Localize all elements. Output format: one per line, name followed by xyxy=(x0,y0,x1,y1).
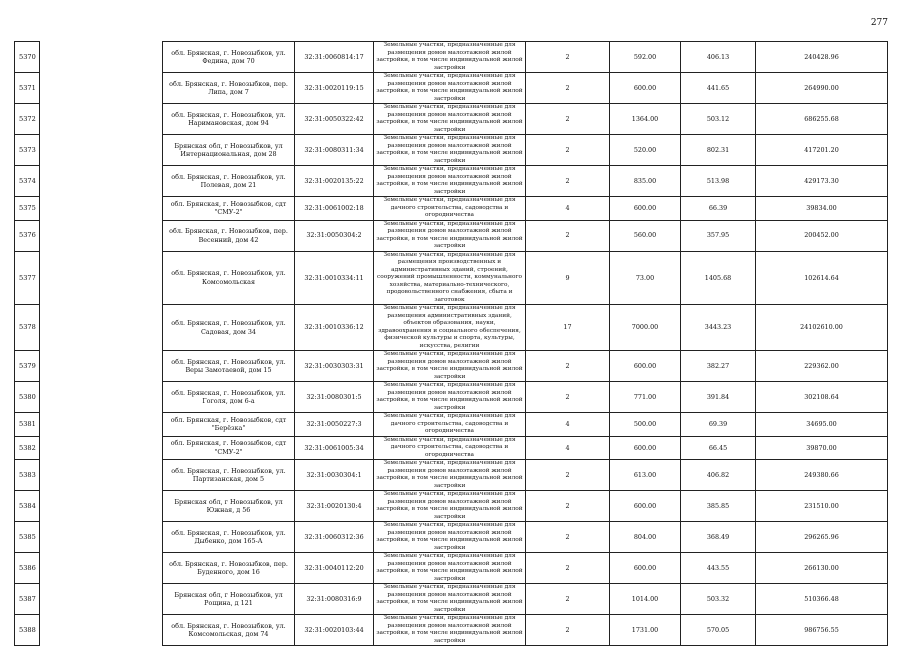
table-row xyxy=(15,351,888,382)
row-number-cell: 5387 xyxy=(15,584,40,615)
group-number-cell: 2 xyxy=(526,460,610,491)
group-number-cell: 2 xyxy=(526,382,610,413)
group-number-cell: 2 xyxy=(526,135,610,166)
area-cell: 1014.00 xyxy=(610,584,681,615)
row-number-cell: 5383 xyxy=(15,460,40,491)
row-number-cell: 5385 xyxy=(15,522,40,553)
cadastral-value-cell: 296265.96 xyxy=(756,522,888,553)
unit-value-cell: 391.84 xyxy=(681,382,756,413)
table-row xyxy=(15,491,888,522)
area-cell: 600.00 xyxy=(610,197,681,221)
area-cell: 520.00 xyxy=(610,135,681,166)
row-number-cell: 5379 xyxy=(15,351,40,382)
cadastral-number-cell: 32:31:0020103:44 xyxy=(295,615,374,646)
group-number-cell: 2 xyxy=(526,351,610,382)
row-number-cell: 5380 xyxy=(15,382,40,413)
cadastral-number-cell: 32:31:0061002:18 xyxy=(295,197,374,221)
address-cell: обл. Брянская, г. Новозыбков, ул. Садовая, дом 34 xyxy=(163,305,295,351)
group-number-cell: 9 xyxy=(526,251,610,305)
address-cell: Брянская обл, г Новозыбков, ул Южная, д 56 xyxy=(163,491,295,522)
cadastral-number-cell: 32:31:0050322:42 xyxy=(295,104,374,135)
cadastral-number-cell: 32:31:0010336:12 xyxy=(295,305,374,351)
land-use-description-cell: Земельные участки, предназначенные для размещения домов малоэтажной жилой застройки, в том числе индивидуальной жилой застройки xyxy=(374,166,526,197)
empty-gap-cell xyxy=(40,166,163,197)
cadastral-number-cell: 32:31:0020119:15 xyxy=(295,73,374,104)
address-cell: обл. Брянская, г. Новозыбков, ул. Дыбенко, дом 165-А xyxy=(163,522,295,553)
address-cell: обл. Брянская, г. Новозыбков, пер. Буденного, дом 16 xyxy=(163,553,295,584)
group-number-cell: 2 xyxy=(526,73,610,104)
table-row xyxy=(15,584,888,615)
land-use-description-cell: Земельные участки, предназначенные для размещения домов малоэтажной жилой застройки, в том числе индивидуальной жилой застройки xyxy=(374,135,526,166)
unit-value-cell: 503.12 xyxy=(681,104,756,135)
cadastral-value-cell: 264990.00 xyxy=(756,73,888,104)
land-use-description-cell: Земельные участки, предназначенные для размещения домов малоэтажной жилой застройки, в том числе индивидуальной жилой застройки xyxy=(374,220,526,251)
cadastral-value-cell: 231510.00 xyxy=(756,491,888,522)
land-use-description-cell: Земельные участки, предназначенные для размещения домов малоэтажной жилой застройки, в том числе индивидуальной жилой застройки xyxy=(374,491,526,522)
area-cell: 73.00 xyxy=(610,251,681,305)
table-row xyxy=(15,615,888,646)
unit-value-cell: 406.82 xyxy=(681,460,756,491)
group-number-cell: 2 xyxy=(526,553,610,584)
row-number-cell: 5378 xyxy=(15,305,40,351)
cadastral-number-cell: 32:31:0040112:20 xyxy=(295,553,374,584)
cadastral-value-cell: 24102610.00 xyxy=(756,305,888,351)
row-number-cell: 5375 xyxy=(15,197,40,221)
empty-gap-cell xyxy=(40,135,163,166)
cadastral-value-cell: 429173.30 xyxy=(756,166,888,197)
address-cell: обл. Брянская, г. Новозыбков, ул. Веры Замотаевой, дом 15 xyxy=(163,351,295,382)
address-cell: обл. Брянская, г. Новозыбков, пер. Липа, дом 7 xyxy=(163,73,295,104)
land-use-description-cell: Земельные участки, предназначенные для размещения домов малоэтажной жилой застройки, в том числе индивидуальной жилой застройки xyxy=(374,584,526,615)
unit-value-cell: 368.49 xyxy=(681,522,756,553)
area-cell: 560.00 xyxy=(610,220,681,251)
table-row xyxy=(15,460,888,491)
group-number-cell: 2 xyxy=(526,104,610,135)
table-row xyxy=(15,166,888,197)
area-cell: 804.00 xyxy=(610,522,681,553)
address-cell: обл. Брянская, г. Новозыбков, сдт "СМУ-2" xyxy=(163,197,295,221)
cadastral-value-cell: 102614.64 xyxy=(756,251,888,305)
group-number-cell: 2 xyxy=(526,522,610,553)
row-number-cell: 5381 xyxy=(15,413,40,437)
area-cell: 592.00 xyxy=(610,42,681,73)
table-row xyxy=(15,220,888,251)
table-row xyxy=(15,413,888,437)
area-cell: 771.00 xyxy=(610,382,681,413)
empty-gap-cell xyxy=(40,382,163,413)
row-number-cell: 5371 xyxy=(15,73,40,104)
empty-gap-cell xyxy=(40,104,163,135)
land-use-description-cell: Земельные участки, предназначенные для дачного строительства, садоводства и огородничества xyxy=(374,197,526,221)
group-number-cell: 2 xyxy=(526,615,610,646)
group-number-cell: 4 xyxy=(526,413,610,437)
address-cell: обл. Брянская, г. Новозыбков, пер. Весенний, дом 42 xyxy=(163,220,295,251)
land-use-description-cell: Земельные участки, предназначенные для размещения производственных и административных зданий, строений, сооружений промышленности, коммунального хозяйства, материально-технического, продовольственного снабжения, сбыта и заготовок xyxy=(374,251,526,305)
area-cell: 1364.00 xyxy=(610,104,681,135)
land-use-description-cell: Земельные участки, предназначенные для дачного строительства, садоводства и огородничества xyxy=(374,436,526,460)
land-use-description-cell: Земельные участки, предназначенные для размещения домов малоэтажной жилой застройки, в том числе индивидуальной жилой застройки xyxy=(374,382,526,413)
row-number-cell: 5386 xyxy=(15,553,40,584)
row-number-cell: 5372 xyxy=(15,104,40,135)
table-body xyxy=(15,42,888,646)
row-number-cell: 5376 xyxy=(15,220,40,251)
table-row xyxy=(15,382,888,413)
cadastral-number-cell: 32:31:0080311:34 xyxy=(295,135,374,166)
area-cell: 600.00 xyxy=(610,553,681,584)
unit-value-cell: 441.65 xyxy=(681,73,756,104)
row-number-cell: 5384 xyxy=(15,491,40,522)
table-row xyxy=(15,305,888,351)
cadastral-number-cell: 32:31:0020135:22 xyxy=(295,166,374,197)
unit-value-cell: 357.95 xyxy=(681,220,756,251)
row-number-cell: 5370 xyxy=(15,42,40,73)
area-cell: 600.00 xyxy=(610,436,681,460)
cadastral-number-cell: 32:31:0080301:5 xyxy=(295,382,374,413)
address-cell: Брянская обл, г Новозыбков, ул Интернациональная, дом 28 xyxy=(163,135,295,166)
unit-value-cell: 66.45 xyxy=(681,436,756,460)
row-number-cell: 5374 xyxy=(15,166,40,197)
land-use-description-cell: Земельные участки, предназначенные для размещения домов малоэтажной жилой застройки, в том числе индивидуальной жилой застройки xyxy=(374,615,526,646)
empty-gap-cell xyxy=(40,351,163,382)
cadastral-value-cell: 302108.64 xyxy=(756,382,888,413)
unit-value-cell: 66.39 xyxy=(681,197,756,221)
cadastral-value-cell: 39834.00 xyxy=(756,197,888,221)
address-cell: обл. Брянская, г. Новозыбков, ул. Федина, дом 70 xyxy=(163,42,295,73)
address-cell: обл. Брянская, г. Новозыбков, ул. Полевая, дом 21 xyxy=(163,166,295,197)
area-cell: 7000.00 xyxy=(610,305,681,351)
empty-gap-cell xyxy=(40,305,163,351)
cadastral-value-cell: 229362.00 xyxy=(756,351,888,382)
cadastral-number-cell: 32:31:0020130:4 xyxy=(295,491,374,522)
row-number-cell: 5388 xyxy=(15,615,40,646)
cadastral-value-cell: 39870.00 xyxy=(756,436,888,460)
group-number-cell: 2 xyxy=(526,220,610,251)
cadastral-value-cell: 510366.48 xyxy=(756,584,888,615)
cadastral-value-cell: 986756.55 xyxy=(756,615,888,646)
cadastral-value-cell: 34695.00 xyxy=(756,413,888,437)
row-number-cell: 5382 xyxy=(15,436,40,460)
cadastral-number-cell: 32:31:0010334:11 xyxy=(295,251,374,305)
group-number-cell: 2 xyxy=(526,584,610,615)
empty-gap-cell xyxy=(40,436,163,460)
cadastral-number-cell: 32:31:0030304:1 xyxy=(295,460,374,491)
area-cell: 500.00 xyxy=(610,413,681,437)
empty-gap-cell xyxy=(40,42,163,73)
unit-value-cell: 69.39 xyxy=(681,413,756,437)
land-use-description-cell: Земельные участки, предназначенные для размещения домов малоэтажной жилой застройки, в том числе индивидуальной жилой застройки xyxy=(374,553,526,584)
area-cell: 600.00 xyxy=(610,73,681,104)
table-row xyxy=(15,135,888,166)
address-cell: обл. Брянская, г. Новозыбков, ул. Наримановская, дом 94 xyxy=(163,104,295,135)
address-cell: обл. Брянская, г. Новозыбков, сдт "Берёзка" xyxy=(163,413,295,437)
cadastral-number-cell: 32:31:0080316:9 xyxy=(295,584,374,615)
cadastral-number-cell: 32:31:0061005:34 xyxy=(295,436,374,460)
address-cell: Брянская обл, г Новозыбков, ул Рощина, д 121 xyxy=(163,584,295,615)
address-cell: обл. Брянская, г. Новозыбков, ул. Партизанская, дом 5 xyxy=(163,460,295,491)
empty-gap-cell xyxy=(40,491,163,522)
table-row xyxy=(15,42,888,73)
row-number-cell: 5373 xyxy=(15,135,40,166)
cadastral-number-cell: 32:31:0050304:2 xyxy=(295,220,374,251)
row-number-cell: 5377 xyxy=(15,251,40,305)
group-number-cell: 17 xyxy=(526,305,610,351)
unit-value-cell: 443.55 xyxy=(681,553,756,584)
address-cell: обл. Брянская, г. Новозыбков, ул. Комсомольская xyxy=(163,251,295,305)
unit-value-cell: 1405.68 xyxy=(681,251,756,305)
page-number: 277 xyxy=(870,18,888,28)
cadastral-value-cell: 240428.96 xyxy=(756,42,888,73)
unit-value-cell: 385.85 xyxy=(681,491,756,522)
cadastral-value-cell: 266130.00 xyxy=(756,553,888,584)
table-row xyxy=(15,522,888,553)
empty-gap-cell xyxy=(40,220,163,251)
cadastral-value-cell: 686255.68 xyxy=(756,104,888,135)
land-use-description-cell: Земельные участки, предназначенные для размещения административных зданий, объектов образования, науки, здравоохранения и социального обеспечения, физической культуры и спорта, культуры, искусства, религии xyxy=(374,305,526,351)
address-cell: обл. Брянская, г. Новозыбков, ул. Комсомольская, дом 74 xyxy=(163,615,295,646)
unit-value-cell: 570.05 xyxy=(681,615,756,646)
empty-gap-cell xyxy=(40,460,163,491)
empty-gap-cell xyxy=(40,615,163,646)
group-number-cell: 2 xyxy=(526,166,610,197)
cadastral-number-cell: 32:31:0060814:17 xyxy=(295,42,374,73)
cadastral-value-table xyxy=(14,41,888,646)
unit-value-cell: 802.31 xyxy=(681,135,756,166)
group-number-cell: 4 xyxy=(526,436,610,460)
land-use-description-cell: Земельные участки, предназначенные для размещения домов малоэтажной жилой застройки, в том числе индивидуальной жилой застройки xyxy=(374,104,526,135)
cadastral-value-cell: 200452.00 xyxy=(756,220,888,251)
area-cell: 600.00 xyxy=(610,491,681,522)
table-row xyxy=(15,104,888,135)
group-number-cell: 2 xyxy=(526,491,610,522)
group-number-cell: 2 xyxy=(526,42,610,73)
empty-gap-cell xyxy=(40,197,163,221)
area-cell: 1731.00 xyxy=(610,615,681,646)
address-cell: обл. Брянская, г. Новозыбков, сдт "СМУ-2" xyxy=(163,436,295,460)
empty-gap-cell xyxy=(40,522,163,553)
empty-gap-cell xyxy=(40,553,163,584)
group-number-cell: 4 xyxy=(526,197,610,221)
unit-value-cell: 503.32 xyxy=(681,584,756,615)
area-cell: 600.00 xyxy=(610,351,681,382)
empty-gap-cell xyxy=(40,251,163,305)
land-use-description-cell: Земельные участки, предназначенные для дачного строительства, садоводства и огородничества xyxy=(374,413,526,437)
land-use-description-cell: Земельные участки, предназначенные для размещения домов малоэтажной жилой застройки, в том числе индивидуальной жилой застройки xyxy=(374,42,526,73)
land-use-description-cell: Земельные участки, предназначенные для размещения домов малоэтажной жилой застройки, в том числе индивидуальной жилой застройки xyxy=(374,460,526,491)
empty-gap-cell xyxy=(40,413,163,437)
unit-value-cell: 382.27 xyxy=(681,351,756,382)
unit-value-cell: 406.13 xyxy=(681,42,756,73)
table-row xyxy=(15,553,888,584)
empty-gap-cell xyxy=(40,584,163,615)
land-use-description-cell: Земельные участки, предназначенные для размещения домов малоэтажной жилой застройки, в том числе индивидуальной жилой застройки xyxy=(374,522,526,553)
unit-value-cell: 3443.23 xyxy=(681,305,756,351)
table-row xyxy=(15,436,888,460)
table-row xyxy=(15,251,888,305)
cadastral-value-cell: 249380.66 xyxy=(756,460,888,491)
empty-gap-cell xyxy=(40,73,163,104)
cadastral-number-cell: 32:31:0030303:31 xyxy=(295,351,374,382)
table-row xyxy=(15,73,888,104)
cadastral-number-cell: 32:31:0060312:36 xyxy=(295,522,374,553)
table-row xyxy=(15,197,888,221)
area-cell: 835.00 xyxy=(610,166,681,197)
land-use-description-cell: Земельные участки, предназначенные для размещения домов малоэтажной жилой застройки, в том числе индивидуальной жилой застройки xyxy=(374,351,526,382)
cadastral-number-cell: 32:31:0050227:3 xyxy=(295,413,374,437)
area-cell: 613.00 xyxy=(610,460,681,491)
unit-value-cell: 513.98 xyxy=(681,166,756,197)
address-cell: обл. Брянская, г. Новозыбков, ул. Гоголя, дом 6-а xyxy=(163,382,295,413)
land-use-description-cell: Земельные участки, предназначенные для размещения домов малоэтажной жилой застройки, в том числе индивидуальной жилой застройки xyxy=(374,73,526,104)
cadastral-value-cell: 417201.20 xyxy=(756,135,888,166)
